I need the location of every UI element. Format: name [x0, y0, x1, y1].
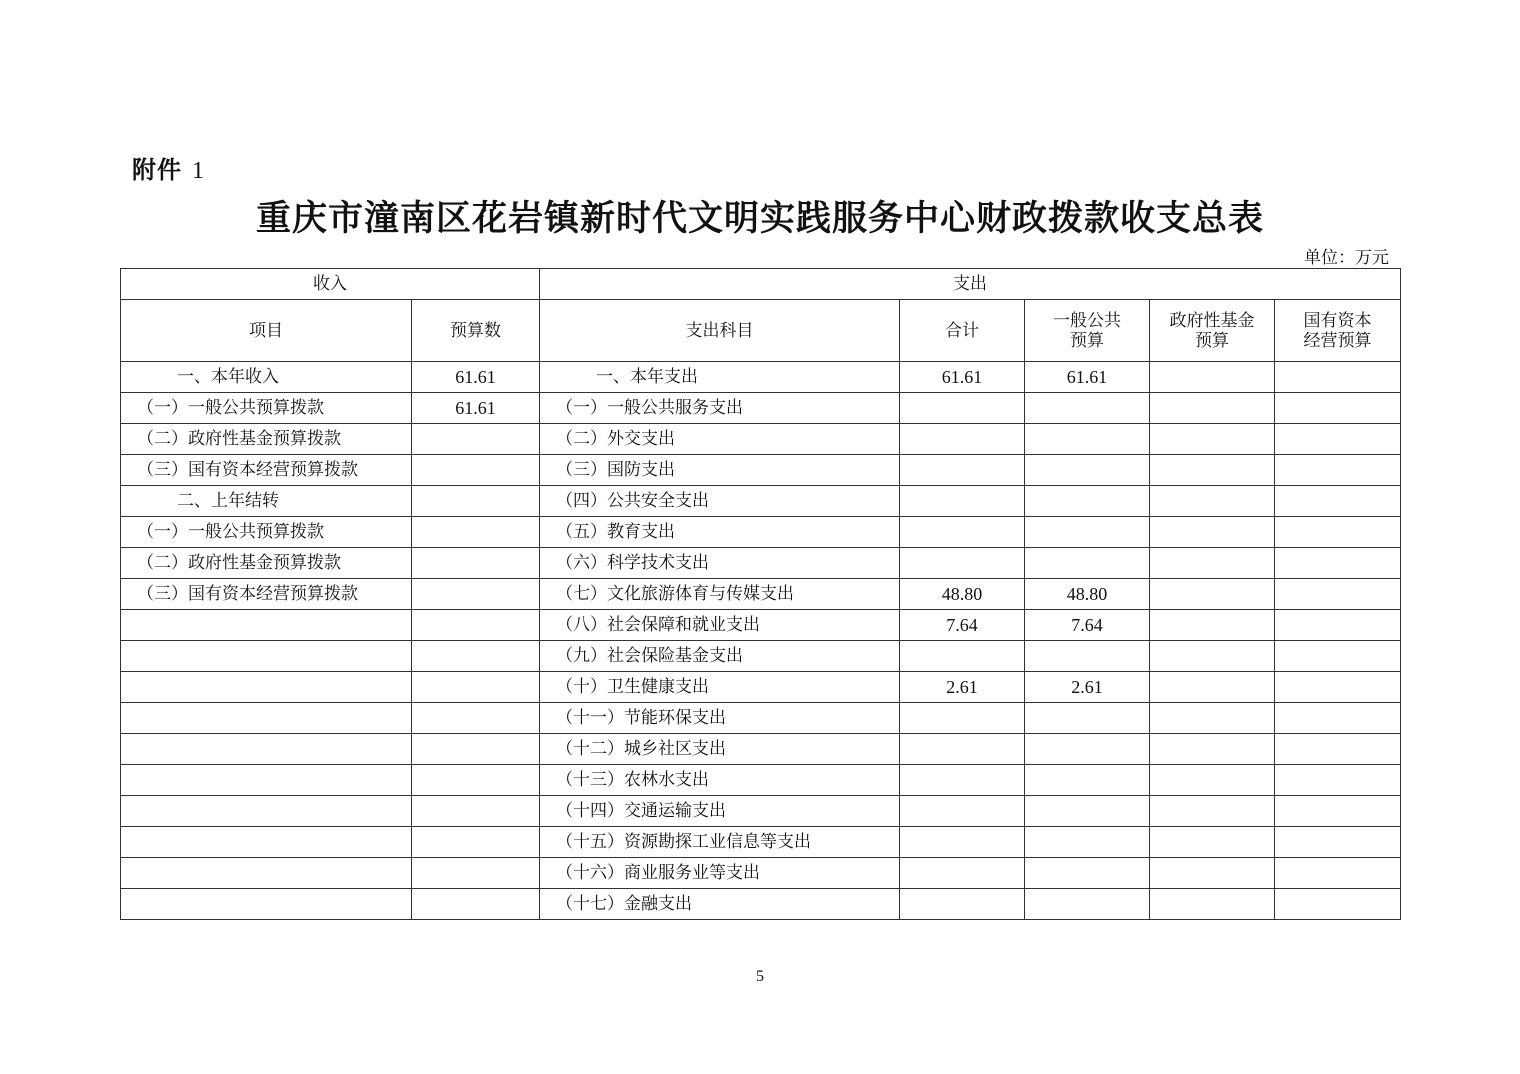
total-cell: [900, 641, 1025, 672]
income-budget-cell: [412, 827, 540, 858]
general-public-cell: [1025, 827, 1150, 858]
state-capital-cell: [1275, 858, 1401, 889]
general-public-cell: 7.64: [1025, 610, 1150, 641]
state-capital-cell: [1275, 424, 1401, 455]
exp-item-cell: （四）公共安全支出: [540, 486, 900, 517]
income-budget-cell: [412, 455, 540, 486]
general-public-cell: 48.80: [1025, 579, 1150, 610]
table-row: [121, 734, 1401, 765]
general-public-cell: [1025, 858, 1150, 889]
income-item-cell: [121, 610, 412, 641]
general-public-cell: [1025, 393, 1150, 424]
income-budget-cell: [412, 734, 540, 765]
unit-label: 单位：万元: [1304, 248, 1389, 268]
general-public-cell: [1025, 548, 1150, 579]
table-row: [121, 827, 1401, 858]
income-budget-cell: [412, 858, 540, 889]
income-budget-cell: [412, 424, 540, 455]
income-budget-cell: 61.61: [412, 362, 540, 393]
col-header-item: 项目: [121, 300, 412, 362]
exp-item-cell: （十六）商业服务业等支出: [540, 858, 900, 889]
total-cell: [900, 486, 1025, 517]
state-capital-cell: [1275, 827, 1401, 858]
general-public-cell: [1025, 889, 1150, 920]
document-title: 重庆市潼南区花岩镇新时代文明实践服务中心财政拨款收支总表: [255, 198, 1264, 239]
table-row: [121, 858, 1401, 889]
gov-fund-cell: [1150, 610, 1275, 641]
table-row: [121, 610, 1401, 641]
attachment-text: 附件: [132, 156, 182, 184]
gov-fund-cell: [1150, 858, 1275, 889]
general-public-cell: [1025, 703, 1150, 734]
table-row: [121, 703, 1401, 734]
expenditure-group-header: 支出: [540, 269, 1401, 300]
income-budget-cell: [412, 672, 540, 703]
income-item-cell: （二）政府性基金预算拨款: [121, 424, 412, 455]
total-cell: 61.61: [900, 362, 1025, 393]
total-cell: [900, 765, 1025, 796]
income-item-cell: 二、上年结转: [121, 486, 412, 517]
state-capital-cell: [1275, 703, 1401, 734]
general-public-cell: [1025, 424, 1150, 455]
income-item-cell: [121, 672, 412, 703]
attachment-label: [132, 150, 205, 185]
table-row: [121, 641, 1401, 672]
state-capital-cell: [1275, 641, 1401, 672]
income-budget-cell: [412, 703, 540, 734]
exp-item-cell: （五）教育支出: [540, 517, 900, 548]
state-capital-cell: [1275, 610, 1401, 641]
total-cell: [900, 424, 1025, 455]
income-item-cell: [121, 641, 412, 672]
gov-fund-cell: [1150, 455, 1275, 486]
gov-fund-cell: [1150, 703, 1275, 734]
income-item-cell: [121, 703, 412, 734]
income-budget-cell: [412, 517, 540, 548]
total-cell: 48.80: [900, 579, 1025, 610]
total-cell: [900, 455, 1025, 486]
general-public-cell: [1025, 734, 1150, 765]
table-row: [121, 672, 1401, 703]
income-budget-cell: 61.61: [412, 393, 540, 424]
exp-item-cell: （十五）资源勘探工业信息等支出: [540, 827, 900, 858]
general-public-cell: [1025, 486, 1150, 517]
table-row: [121, 579, 1401, 610]
exp-item-cell: 一、本年支出: [540, 362, 900, 393]
column-header-row: [121, 300, 1401, 362]
general-public-cell: [1025, 455, 1150, 486]
income-budget-cell: [412, 548, 540, 579]
total-cell: 7.64: [900, 610, 1025, 641]
total-cell: [900, 548, 1025, 579]
state-capital-cell: [1275, 765, 1401, 796]
total-cell: [900, 796, 1025, 827]
table-row: [121, 765, 1401, 796]
table-row: [121, 486, 1401, 517]
total-cell: [900, 517, 1025, 548]
total-cell: [900, 889, 1025, 920]
income-budget-cell: [412, 610, 540, 641]
income-item-cell: （三）国有资本经营预算拨款: [121, 455, 412, 486]
state-capital-cell: [1275, 796, 1401, 827]
gov-fund-cell: [1150, 796, 1275, 827]
state-capital-cell: [1275, 455, 1401, 486]
state-capital-cell: [1275, 672, 1401, 703]
exp-item-cell: （三）国防支出: [540, 455, 900, 486]
table-row: [121, 362, 1401, 393]
exp-item-cell: （七）文化旅游体育与传媒支出: [540, 579, 900, 610]
income-item-cell: （一）一般公共预算拨款: [121, 393, 412, 424]
gov-fund-cell: [1150, 362, 1275, 393]
exp-item-cell: （九）社会保险基金支出: [540, 641, 900, 672]
income-item-cell: [121, 765, 412, 796]
table-row: [121, 796, 1401, 827]
exp-item-cell: （十二）城乡社区支出: [540, 734, 900, 765]
exp-item-cell: （十四）交通运输支出: [540, 796, 900, 827]
group-header-row: [121, 269, 1401, 300]
gov-fund-cell: [1150, 548, 1275, 579]
table-row: [121, 517, 1401, 548]
table-row: [121, 548, 1401, 579]
col-header-state-capital: 国有资本经营预算: [1275, 300, 1401, 362]
income-item-cell: （一）一般公共预算拨款: [121, 517, 412, 548]
page-number: 5: [756, 968, 764, 985]
total-cell: [900, 858, 1025, 889]
gov-fund-cell: [1150, 517, 1275, 548]
col-header-gov-fund: 政府性基金预算: [1150, 300, 1275, 362]
state-capital-cell: [1275, 889, 1401, 920]
exp-item-cell: （十七）金融支出: [540, 889, 900, 920]
gov-fund-cell: [1150, 889, 1275, 920]
total-cell: 2.61: [900, 672, 1025, 703]
income-item-cell: [121, 827, 412, 858]
state-capital-cell: [1275, 393, 1401, 424]
state-capital-cell: [1275, 548, 1401, 579]
total-cell: [900, 734, 1025, 765]
income-item-cell: [121, 796, 412, 827]
general-public-cell: 61.61: [1025, 362, 1150, 393]
state-capital-cell: [1275, 734, 1401, 765]
table-row: [121, 455, 1401, 486]
income-budget-cell: [412, 889, 540, 920]
col-header-budget: 预算数: [412, 300, 540, 362]
gov-fund-cell: [1150, 579, 1275, 610]
col-header-exp-subject: 支出科目: [540, 300, 900, 362]
budget-table: [120, 268, 1401, 920]
general-public-cell: [1025, 765, 1150, 796]
attachment-number: 1: [192, 158, 205, 184]
general-public-cell: 2.61: [1025, 672, 1150, 703]
income-budget-cell: [412, 486, 540, 517]
income-item-cell: 一、本年收入: [121, 362, 412, 393]
general-public-cell: [1025, 796, 1150, 827]
state-capital-cell: [1275, 517, 1401, 548]
income-budget-cell: [412, 765, 540, 796]
income-item-cell: [121, 858, 412, 889]
income-item-cell: （二）政府性基金预算拨款: [121, 548, 412, 579]
income-budget-cell: [412, 796, 540, 827]
exp-item-cell: （十三）农林水支出: [540, 765, 900, 796]
total-cell: [900, 393, 1025, 424]
state-capital-cell: [1275, 486, 1401, 517]
exp-item-cell: （六）科学技术支出: [540, 548, 900, 579]
income-budget-cell: [412, 579, 540, 610]
col-header-general-public: 一般公共预算: [1025, 300, 1150, 362]
state-capital-cell: [1275, 579, 1401, 610]
table-row: [121, 424, 1401, 455]
gov-fund-cell: [1150, 641, 1275, 672]
gov-fund-cell: [1150, 827, 1275, 858]
table-row: [121, 393, 1401, 424]
total-cell: [900, 703, 1025, 734]
gov-fund-cell: [1150, 393, 1275, 424]
gov-fund-cell: [1150, 672, 1275, 703]
gov-fund-cell: [1150, 424, 1275, 455]
table-row: [121, 889, 1401, 920]
general-public-cell: [1025, 641, 1150, 672]
exp-item-cell: （十一）节能环保支出: [540, 703, 900, 734]
exp-item-cell: （十）卫生健康支出: [540, 672, 900, 703]
income-item-cell: [121, 734, 412, 765]
income-item-cell: [121, 889, 412, 920]
income-item-cell: （三）国有资本经营预算拨款: [121, 579, 412, 610]
gov-fund-cell: [1150, 734, 1275, 765]
total-cell: [900, 827, 1025, 858]
income-group-header: 收入: [121, 269, 540, 300]
col-header-total: 合计: [900, 300, 1025, 362]
exp-item-cell: （二）外交支出: [540, 424, 900, 455]
exp-item-cell: （八）社会保障和就业支出: [540, 610, 900, 641]
gov-fund-cell: [1150, 486, 1275, 517]
income-budget-cell: [412, 641, 540, 672]
gov-fund-cell: [1150, 765, 1275, 796]
exp-item-cell: （一）一般公共服务支出: [540, 393, 900, 424]
state-capital-cell: [1275, 362, 1401, 393]
general-public-cell: [1025, 517, 1150, 548]
